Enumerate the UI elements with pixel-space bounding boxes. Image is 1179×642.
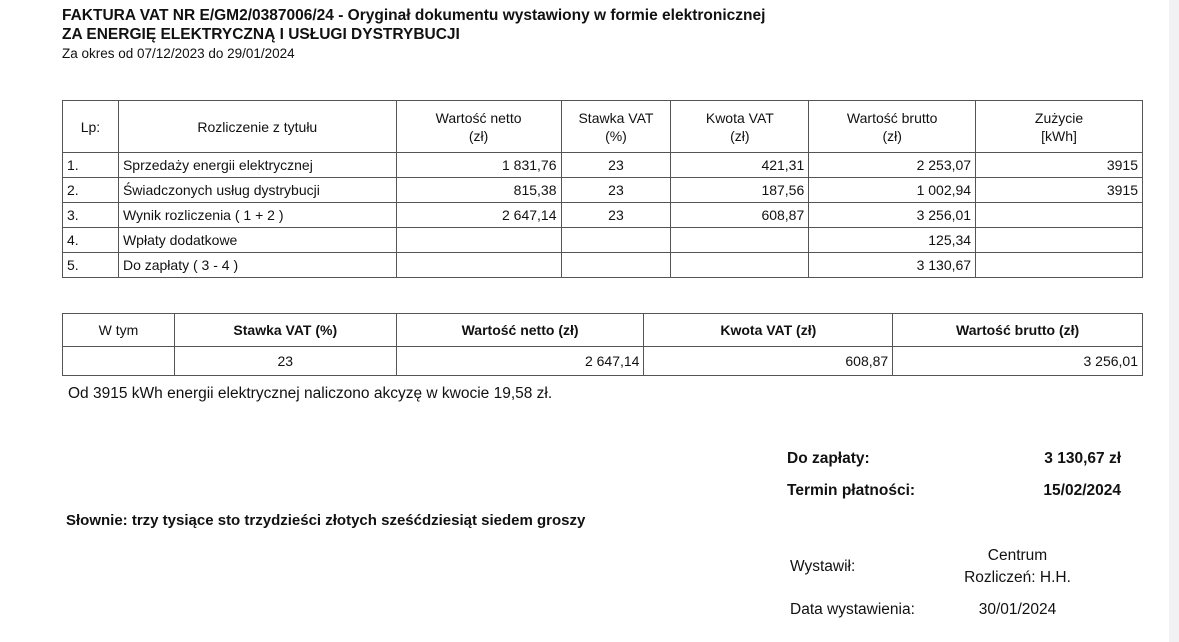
issued-by-label: Wystawił: [790, 558, 856, 575]
cell-vat: 608,87 [671, 203, 809, 228]
col-header-wtym: W tym [63, 314, 175, 347]
table-row [63, 228, 1143, 253]
cell-lp: 5. [63, 253, 119, 278]
cell-rate: 23 [561, 178, 671, 203]
amount-in-words: Słownie: trzy tysiące sto trzydzieści złotych sześćdziesiąt siedem groszy [66, 512, 586, 529]
cell-rate: 23 [174, 347, 396, 376]
payment-deadline-value: 15/02/2024 [1043, 482, 1121, 499]
col-header-title: Rozliczenie z tytułu [118, 101, 396, 153]
cell-net: 1 831,76 [396, 153, 561, 178]
cell-net: 815,38 [396, 178, 561, 203]
cell-usage [976, 228, 1143, 253]
cell-rate [561, 228, 671, 253]
cell-gross: 3 256,01 [809, 203, 976, 228]
col-header-usage: Zużycie [kWh] [976, 101, 1143, 153]
col-header-net: Wartość netto (zł) [396, 314, 644, 347]
cell-gross: 2 253,07 [809, 153, 976, 178]
cell-lp: 3. [63, 203, 119, 228]
cell-vat: 187,56 [671, 178, 809, 203]
cell-rate: 23 [561, 203, 671, 228]
col-header-rate: Stawka VAT (%) [174, 314, 396, 347]
cell-usage: 3915 [976, 153, 1143, 178]
excise-note: Od 3915 kWh energii elektrycznej naliczono akcyzę w kwocie 19,58 zł. [68, 385, 553, 402]
table-row [63, 153, 1143, 178]
scrollbar-track[interactable] [1169, 0, 1179, 642]
cell-lp: 4. [63, 228, 119, 253]
billing-period: Za okres od 07/12/2023 do 29/01/2024 [62, 46, 295, 61]
col-header-gross: Wartość brutto (zł) [893, 314, 1143, 347]
cell-gross: 3 130,67 [809, 253, 976, 278]
cell-title: Wynik rozliczenia ( 1 + 2 ) [118, 203, 396, 228]
col-header-net: Wartość netto (zł) [396, 101, 561, 153]
cell-title: Świadczonych usług dystrybucji [118, 178, 396, 203]
table-header-row [63, 314, 1143, 347]
issued-by-value: Centrum Rozliczeń: H.H. [964, 547, 1071, 586]
col-header-lp: Lp: [63, 101, 119, 153]
invoice-header [62, 6, 765, 63]
table-header-row [63, 101, 1143, 153]
cell-lp: 2. [63, 178, 119, 203]
cell-rate: 23 [561, 153, 671, 178]
cell-net [396, 228, 561, 253]
cell-gross: 3 256,01 [893, 347, 1143, 376]
col-header-vat: Kwota VAT (zł) [644, 314, 893, 347]
col-header-vat: Kwota VAT (zł) [671, 101, 809, 153]
table-row [63, 178, 1143, 203]
table-row [63, 253, 1143, 278]
amount-due-value: 3 130,67 zł [1044, 450, 1121, 467]
cell-usage [976, 203, 1143, 228]
cell-rate [561, 253, 671, 278]
issue-date-label: Data wystawienia: [790, 601, 915, 618]
cell-title: Sprzedaży energii elektrycznej [118, 153, 396, 178]
invoice-subtitle: ZA ENERGIĘ ELEKTRYCZNĄ I USŁUGI DYSTRYBUCJI [62, 26, 460, 43]
invoice-title: FAKTURA VAT NR E/GM2/0387006/24 - Oryginał dokumentu wystawiony w formie elektronicznej [62, 7, 766, 24]
table-row [63, 347, 1143, 376]
cell-gross: 1 002,94 [809, 178, 976, 203]
cell-vat: 608,87 [644, 347, 893, 376]
payment-deadline-label: Termin płatności: [787, 482, 916, 499]
col-header-rate: Stawka VAT (%) [561, 101, 671, 153]
cell-wtym [63, 347, 175, 376]
table-row [63, 203, 1143, 228]
vat-summary-table [62, 313, 1143, 376]
issue-date-value: 30/01/2024 [978, 601, 1057, 618]
amount-due-label: Do zapłaty: [787, 450, 870, 467]
cell-net: 2 647,14 [396, 203, 561, 228]
cell-net [396, 253, 561, 278]
cell-vat [671, 253, 809, 278]
cell-vat: 421,31 [671, 153, 809, 178]
cell-title: Wpłaty dodatkowe [118, 228, 396, 253]
cell-usage: 3915 [976, 178, 1143, 203]
cell-gross: 125,34 [809, 228, 976, 253]
cell-lp: 1. [63, 153, 119, 178]
cell-title: Do zapłaty ( 3 - 4 ) [118, 253, 396, 278]
settlement-table [62, 100, 1143, 278]
col-header-gross: Wartość brutto (zł) [809, 101, 976, 153]
cell-vat [671, 228, 809, 253]
cell-usage [976, 253, 1143, 278]
cell-net: 2 647,14 [396, 347, 644, 376]
